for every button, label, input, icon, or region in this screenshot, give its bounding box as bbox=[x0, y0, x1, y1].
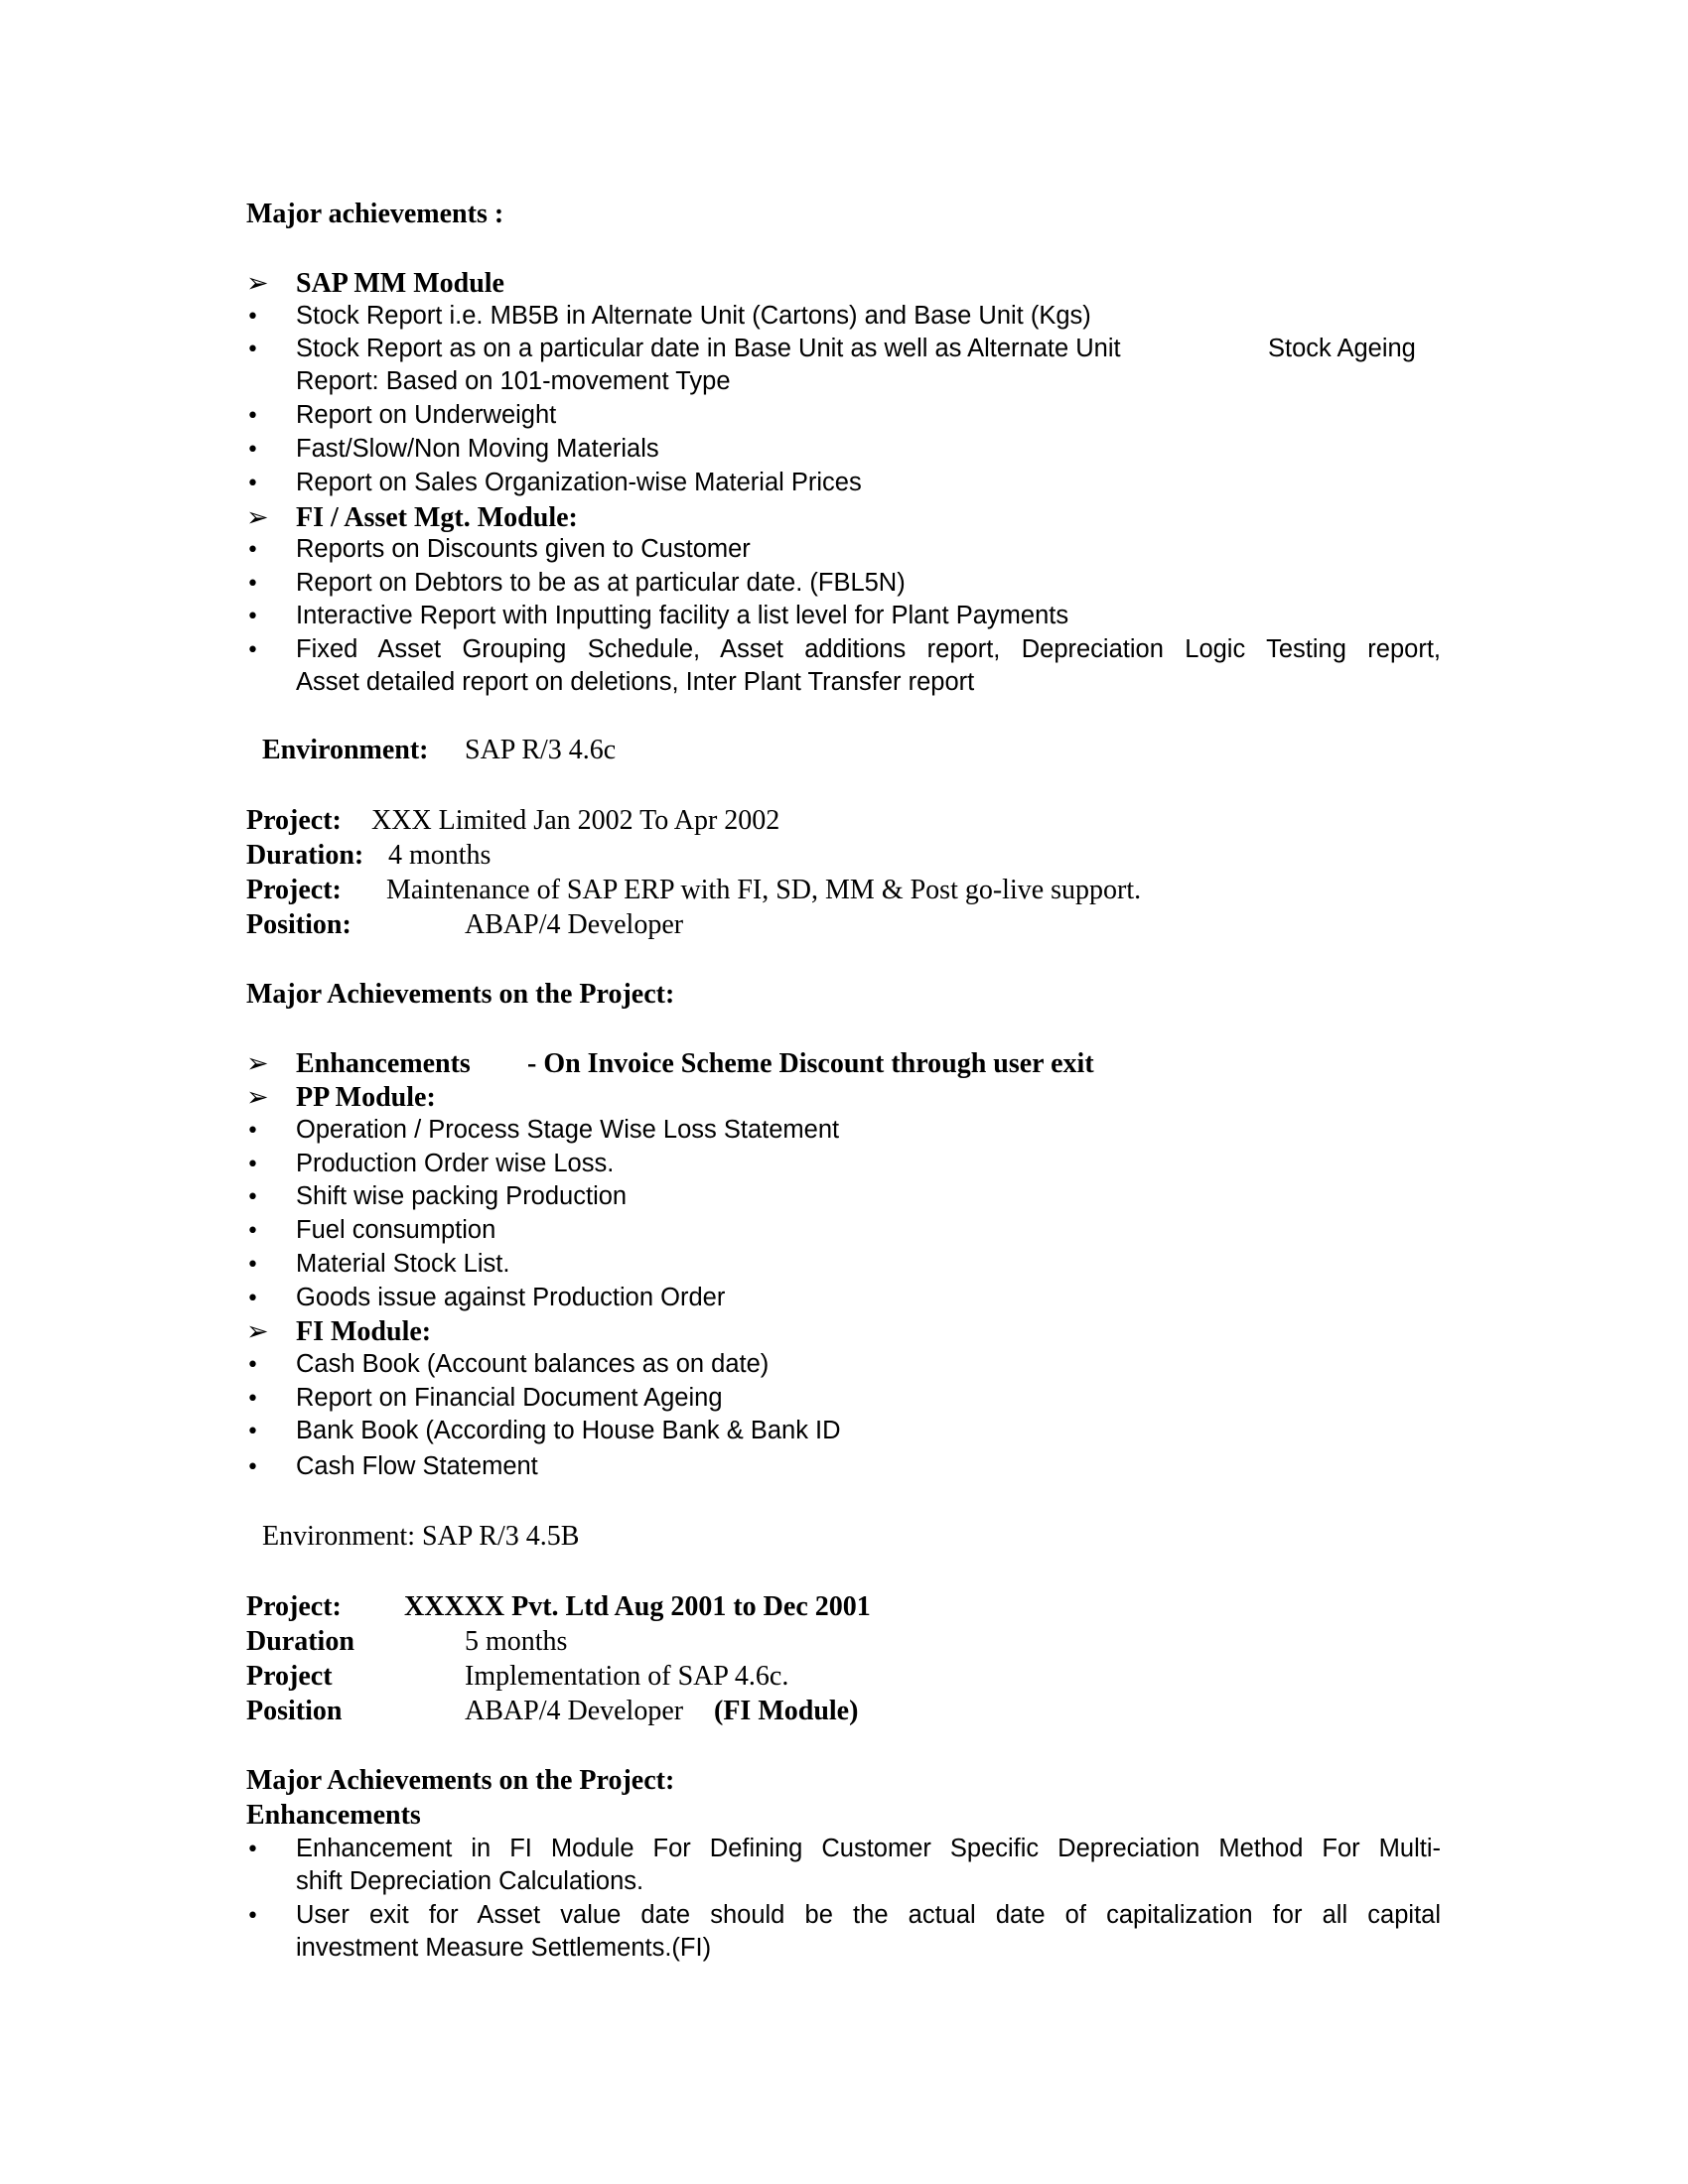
list-item: Enhancement in FI Module For Defining Customer Specific Depreciation Method For Multi- bbox=[296, 1835, 1441, 1862]
list-item: User exit for Asset value date should be the actual date of capitalization for all capital bbox=[296, 1901, 1441, 1929]
position-value: ABAP/4 Developer bbox=[465, 909, 684, 940]
list-item: Report on Debtors to be as at particular date. (FBL5N) bbox=[296, 569, 906, 597]
list-item: Bank Book (According to House Bank & Bank ID bbox=[296, 1417, 841, 1444]
bullet-icon: • bbox=[246, 305, 259, 330]
list-item: Material Stock List. bbox=[296, 1250, 510, 1278]
project-value: XXXXX Pvt. Ltd Aug 2001 to Dec 2001 bbox=[404, 1591, 871, 1622]
project-description-value: Implementation of SAP 4.6c. bbox=[465, 1661, 789, 1692]
bullet-icon: • bbox=[246, 638, 259, 663]
bullet-icon: • bbox=[246, 605, 259, 629]
bullet-icon: • bbox=[246, 1387, 259, 1412]
arrow-bullet-icon: ➢ bbox=[246, 502, 269, 533]
environment-value: SAP R/3 4.6c bbox=[465, 735, 617, 765]
bullet-icon: • bbox=[246, 338, 259, 362]
position-value: ABAP/4 Developer bbox=[465, 1696, 684, 1726]
list-item: Report on Financial Document Ageing bbox=[296, 1384, 723, 1412]
position-module: (FI Module) bbox=[714, 1696, 859, 1726]
environment-label: Environment: bbox=[262, 735, 429, 765]
bullet-icon: • bbox=[246, 1287, 259, 1311]
enhancements-heading: Enhancements bbox=[246, 1800, 421, 1831]
bullet-icon: • bbox=[246, 1119, 259, 1144]
list-item: Cash Book (Account balances as on date) bbox=[296, 1350, 770, 1378]
bullet-icon: • bbox=[246, 1353, 259, 1378]
list-item-continuation: Asset detailed report on deletions, Inter Plant Transfer report bbox=[296, 668, 975, 696]
project-achievements-heading: Major Achievements on the Project: bbox=[246, 1765, 675, 1796]
bullet-icon: • bbox=[246, 1253, 259, 1278]
fi-module-label: FI Module: bbox=[296, 1316, 432, 1347]
enhancements-label: Enhancements bbox=[296, 1048, 471, 1079]
duration-value: 4 months bbox=[388, 840, 492, 871]
bullet-icon: • bbox=[246, 1153, 259, 1177]
pp-module-label: PP Module: bbox=[296, 1082, 436, 1113]
list-item: Shift wise packing Production bbox=[296, 1182, 628, 1210]
enhancements-value: - On Invoice Scheme Discount through user exit bbox=[527, 1048, 1094, 1079]
list-item: Stock Report as on a particular date in Base Unit as well as Alternate Unit bbox=[296, 335, 1121, 362]
position-label: Position bbox=[246, 1696, 343, 1726]
list-item: Reports on Discounts given to Customer bbox=[296, 535, 751, 563]
duration-label: Duration bbox=[246, 1626, 354, 1657]
duration-value: 5 months bbox=[465, 1626, 568, 1657]
environment-line: Environment: SAP R/3 4.5B bbox=[262, 1521, 580, 1552]
arrow-bullet-icon: ➢ bbox=[246, 1048, 269, 1079]
project-description-label: Project: bbox=[246, 875, 342, 905]
sap-mm-module-label: SAP MM Module bbox=[296, 268, 504, 299]
arrow-bullet-icon: ➢ bbox=[246, 1082, 269, 1113]
bullet-icon: • bbox=[246, 1455, 259, 1480]
project-description-label: Project bbox=[246, 1661, 333, 1692]
project-label: Project: bbox=[246, 1591, 342, 1622]
bullet-icon: • bbox=[246, 1904, 259, 1929]
bullet-icon: • bbox=[246, 1838, 259, 1862]
project-achievements-heading: Major Achievements on the Project: bbox=[246, 979, 675, 1010]
list-item: Stock Report i.e. MB5B in Alternate Unit (Cartons) and Base Unit (Kgs) bbox=[296, 302, 1091, 330]
arrow-bullet-icon: ➢ bbox=[246, 268, 269, 299]
list-item-continuation: shift Depreciation Calculations. bbox=[296, 1867, 644, 1895]
duration-label: Duration: bbox=[246, 840, 364, 871]
bullet-icon: • bbox=[246, 1420, 259, 1444]
bullet-icon: • bbox=[246, 1219, 259, 1244]
list-item: Fixed Asset Grouping Schedule, Asset additions report, Depreciation Logic Testing report, bbox=[296, 635, 1441, 663]
position-label: Position: bbox=[246, 909, 352, 940]
bullet-icon: • bbox=[246, 472, 259, 496]
list-item-continuation: Report: Based on 101-movement Type bbox=[296, 367, 731, 395]
bullet-icon: • bbox=[246, 1185, 259, 1210]
list-item: Operation / Process Stage Wise Loss Statement bbox=[296, 1116, 840, 1144]
list-item: Production Order wise Loss. bbox=[296, 1150, 615, 1177]
project-value: XXX Limited Jan 2002 To Apr 2002 bbox=[371, 805, 780, 836]
list-item: Report on Sales Organization-wise Material Prices bbox=[296, 469, 862, 496]
list-item-continuation: investment Measure Settlements.(FI) bbox=[296, 1934, 712, 1962]
list-item: Fuel consumption bbox=[296, 1216, 496, 1244]
bullet-icon: • bbox=[246, 404, 259, 429]
arrow-bullet-icon: ➢ bbox=[246, 1316, 269, 1347]
fi-asset-module-label: FI / Asset Mgt. Module: bbox=[296, 502, 578, 533]
list-item: Interactive Report with Inputting facility a list level for Plant Payments bbox=[296, 602, 1069, 629]
bullet-icon: • bbox=[246, 438, 259, 463]
bullet-icon: • bbox=[246, 538, 259, 563]
major-achievements-heading: Major achievements : bbox=[246, 199, 504, 229]
list-item: Goods issue against Production Order bbox=[296, 1284, 726, 1311]
project-description-value: Maintenance of SAP ERP with FI, SD, MM & Post go-live support. bbox=[386, 875, 1142, 905]
list-item: Fast/Slow/Non Moving Materials bbox=[296, 435, 659, 463]
list-item: Report on Underweight bbox=[296, 401, 557, 429]
list-item-stock-ageing: Stock Ageing bbox=[1268, 335, 1416, 362]
bullet-icon: • bbox=[246, 572, 259, 597]
project-label: Project: bbox=[246, 805, 342, 836]
list-item: Cash Flow Statement bbox=[296, 1452, 538, 1480]
